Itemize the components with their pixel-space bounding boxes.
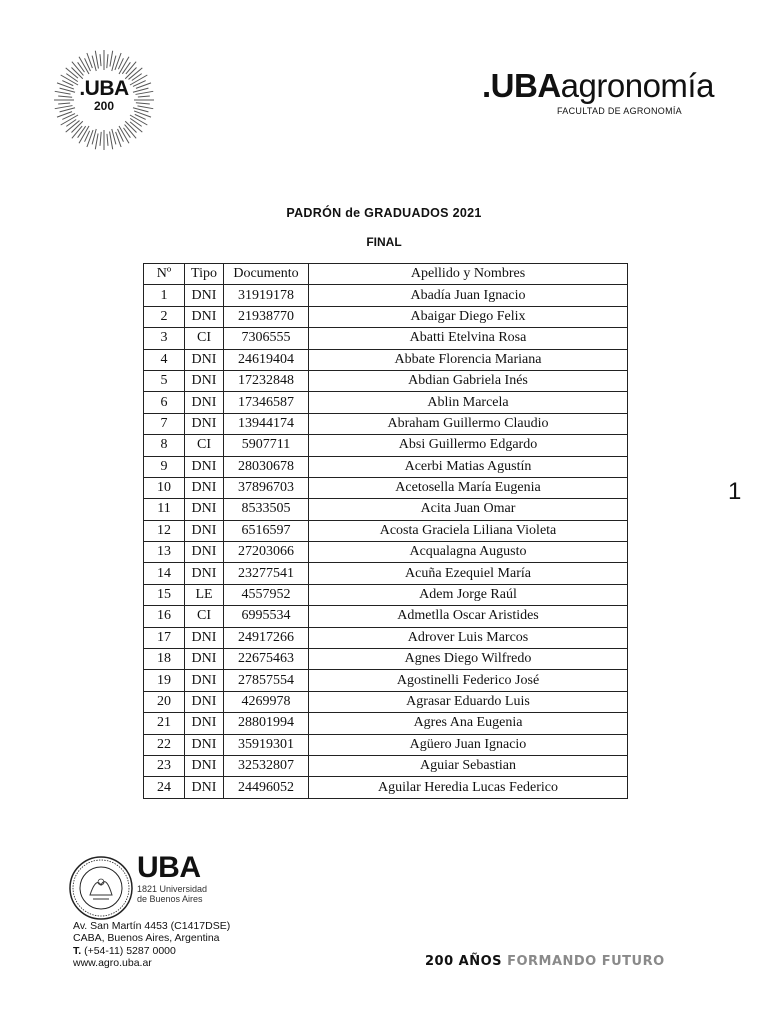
sunburst-ray [130,118,141,126]
cell-document: 4557952 [224,584,309,605]
sunburst-ray [92,56,96,71]
cell-document: 28030678 [224,456,309,477]
cell-type: DNI [185,777,224,798]
cell-number: 8 [144,435,185,456]
cell-type: DNI [185,649,224,670]
cell-name: Acetosella María Eugenia [309,477,628,498]
cell-document: 13944174 [224,413,309,434]
table-row [144,456,628,477]
cell-number: 1 [144,285,185,306]
document-subtitle: FINAL [366,235,402,249]
cell-name: Agüero Juan Ignacio [309,734,628,755]
cell-number: 15 [144,584,185,605]
cell-number: 3 [144,328,185,349]
cell-name: Acerbi Matias Agustín [309,456,628,477]
cell-name: Agrasar Eduardo Luis [309,691,628,712]
sunburst-ray [95,133,98,149]
cell-type: DNI [185,755,224,776]
cell-type: DNI [185,499,224,520]
cell-type: DNI [185,542,224,563]
graduates-table [143,263,628,799]
table-row [144,734,628,755]
table-row [144,349,628,370]
cell-name: Aguiar Sebastian [309,755,628,776]
cell-document: 37896703 [224,477,309,498]
cell-document: 32532807 [224,755,309,776]
cell-type: DNI [185,691,224,712]
table-row [144,306,628,327]
cell-document: 27857554 [224,670,309,691]
sunburst-ray [95,51,98,69]
cell-name: Agostinelli Federico José [309,670,628,691]
cell-document: 24917266 [224,627,309,648]
cell-number: 7 [144,413,185,434]
cell-name: Acuña Ezequiel María [309,563,628,584]
table-row [144,542,628,563]
cell-name: Acqualagna Augusto [309,542,628,563]
cell-number: 19 [144,670,185,691]
cell-type: CI [185,328,224,349]
header-number: Nº [144,264,185,285]
cell-number: 13 [144,542,185,563]
sunburst-ray [87,130,93,147]
cell-document: 23277541 [224,563,309,584]
cell-name: Adem Jorge Raúl [309,584,628,605]
table-row [144,477,628,498]
cell-number: 12 [144,520,185,541]
cell-number: 10 [144,477,185,498]
cell-number: 18 [144,649,185,670]
cell-number: 20 [144,691,185,712]
cell-number: 5 [144,370,185,391]
document-title: PADRÓN de GRADUADOS 2021 [286,206,482,220]
cell-document: 5907711 [224,435,309,456]
header-type: Tipo [185,264,224,285]
cell-document: 6516597 [224,520,309,541]
cell-type: DNI [185,477,224,498]
footer-address [73,920,230,970]
cell-name: Abraham Guillermo Claudio [309,413,628,434]
table-row [144,435,628,456]
address-web: www.agro.uba.ar [73,957,152,970]
cell-type: DNI [185,627,224,648]
cell-name: Agres Ana Eugenia [309,713,628,734]
cell-document: 35919301 [224,734,309,755]
table-row [144,392,628,413]
uba-footer-sub-2: de Buenos Aires [137,894,203,904]
cell-type: DNI [185,563,224,584]
cell-document: 17232848 [224,370,309,391]
agro-logo-subtitle: FACULTAD DE AGRONOMÍA [557,106,682,116]
cell-document: 24619404 [224,349,309,370]
cell-type: LE [185,584,224,605]
cell-number: 17 [144,627,185,648]
cell-name: Abatti Etelvina Rosa [309,328,628,349]
table-row [144,285,628,306]
table-row [144,563,628,584]
uba-200-logo-sub: 200 [93,99,115,113]
cell-document: 7306555 [224,328,309,349]
table-row [144,413,628,434]
cell-type: DNI [185,413,224,434]
slogan-bold: 200 AÑOS [425,954,503,969]
sunburst-ray [130,122,142,132]
sunburst-ray [110,51,113,67]
cell-type: CI [185,435,224,456]
agro-logo-uba: .UBA [482,67,561,104]
cell-document: 27203066 [224,542,309,563]
cell-type: DNI [185,392,224,413]
cell-type: DNI [185,306,224,327]
sunburst-ray [115,53,121,70]
cell-number: 9 [144,456,185,477]
cell-name: Ablin Marcela [309,392,628,413]
table-row [144,670,628,691]
sunburst-ray [100,132,101,146]
cell-number: 21 [144,713,185,734]
address-phone [73,945,230,957]
table-row [144,777,628,798]
uba-footer-sub-1: 1821 Universidad [137,884,208,894]
sunburst-ray [72,126,82,138]
cell-number: 14 [144,563,185,584]
cell-number: 23 [144,755,185,776]
cell-name: Admetlla Oscar Aristides [309,606,628,627]
table-row [144,713,628,734]
cell-type: DNI [185,349,224,370]
cell-name: Acita Juan Omar [309,499,628,520]
sunburst-ray [100,54,101,66]
page-number: 1 [728,478,742,505]
cell-document: 21938770 [224,306,309,327]
cell-number: 4 [144,349,185,370]
phone-label: T. [73,944,82,957]
uba-200-logo-main: .UBA [79,77,129,100]
cell-type: DNI [185,670,224,691]
cell-type: DNI [185,520,224,541]
cell-number: 2 [144,306,185,327]
table-row [144,691,628,712]
sunburst-ray [122,62,130,73]
cell-name: Aguilar Heredia Lucas Federico [309,777,628,798]
footer-slogan [425,954,665,969]
cell-name: Abdian Gabriela Inés [309,370,628,391]
sunburst-ray [78,126,86,137]
header-document: Documento [224,264,309,285]
cell-document: 24496052 [224,777,309,798]
cell-type: DNI [185,734,224,755]
table-row [144,370,628,391]
cell-document: 6995534 [224,606,309,627]
cell-number: 11 [144,499,185,520]
cell-name: Abbate Florencia Mariana [309,349,628,370]
cell-document: 8533505 [224,499,309,520]
cell-name: Acosta Graciela Liliana Violeta [309,520,628,541]
university-seal-icon [68,855,134,921]
table-row [144,520,628,541]
header-name: Apellido y Nombres [309,264,628,285]
cell-number: 22 [144,734,185,755]
uba-footer-title: UBA [137,851,201,884]
cell-name: Adrover Luis Marcos [309,627,628,648]
sunburst-ray [107,134,108,146]
table-row [144,499,628,520]
table-body [144,285,628,798]
cell-document: 17346587 [224,392,309,413]
sunburst-ray [107,54,108,68]
cell-name: Agnes Diego Wilfredo [309,649,628,670]
table-row [144,584,628,605]
cell-document: 4269978 [224,691,309,712]
uba-footer-logo [137,852,207,904]
cell-type: DNI [185,713,224,734]
address-line-2: CABA, Buenos Aires, Argentina [73,932,220,945]
table-row [144,649,628,670]
sunburst-ray [66,68,78,78]
phone-number: (+54-11) 5287 0000 [84,944,176,957]
cell-name: Absi Guillermo Edgardo [309,435,628,456]
cell-type: DNI [185,285,224,306]
cell-name: Abaigar Diego Felix [309,306,628,327]
address-line-1: Av. San Martín 4453 (C1417DSE) [73,920,231,932]
cell-name: Abadía Juan Ignacio [309,285,628,306]
table-row [144,755,628,776]
cell-type: DNI [185,456,224,477]
slogan-light: FORMANDO FUTURO [507,954,665,969]
uba-agronomia-logo [482,67,722,116]
table-row [144,627,628,648]
cell-type: CI [185,606,224,627]
table-row [144,328,628,349]
table-header-row [144,264,628,285]
cell-document: 31919178 [224,285,309,306]
uba-200-logo-text [52,78,156,112]
sunburst-ray [126,62,136,74]
sunburst-ray [112,129,116,144]
cell-document: 28801994 [224,713,309,734]
cell-number: 24 [144,777,185,798]
sunburst-ray [110,132,113,150]
table-row [144,606,628,627]
cell-type: DNI [185,370,224,391]
cell-document: 22675463 [224,649,309,670]
cell-number: 6 [144,392,185,413]
agro-logo-word: agronomía [560,67,714,104]
cell-number: 16 [144,606,185,627]
